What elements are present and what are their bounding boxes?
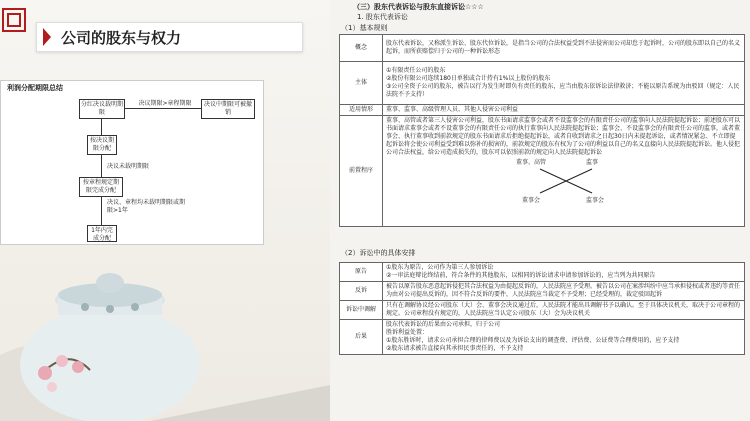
table-row: [340, 263, 745, 282]
row-value: 被告以原告股东恶意起诉侵犯其合法权益为由提起反诉的，人民法院应予受理。被告以公司在案涉纠纷中应当承担侵权或者违约等责任为由对公司提出反诉的，因不符合反诉的要件，人民法院应当裁定不予受理；已经受理的，裁定驳回起诉: [383, 282, 745, 301]
document-page: [335, 0, 750, 421]
row-key: 后果: [340, 320, 383, 355]
profit-distribution-flowchart: [0, 80, 264, 245]
table-row: [340, 105, 745, 116]
table-row: [340, 320, 745, 355]
flow-line: [101, 155, 102, 177]
row-key: 诉讼中调解: [340, 301, 383, 320]
slide-title-bar: [36, 22, 303, 52]
subsection-heading-2: （2）诉讼中的具体安排: [341, 249, 416, 257]
row-value: 股东代表诉讼的后果由公司承担，归于公司 胜诉利益处置： ①股东胜诉时，请求公司承担合理的律师费以及为诉讼支出的调查费、评估费、公证费等合理费用的，应予支持 ②股东请求被告直接向其承担民事责任的，不予支持: [383, 320, 745, 355]
flow-line: [101, 197, 102, 225]
flow-note-1: 决议未载明期限: [107, 163, 150, 170]
basic-rules-table: [339, 34, 745, 227]
row-key: 前置程序: [340, 116, 383, 227]
flow-box-5: 按章程规定期限完成分配: [79, 177, 123, 197]
row-value: 只有在调解协议经公司股东（大）会、董事会决议通过后，人民法院才能出具调解书予以确认。至于具体决议机关，取决于公司章程的规定。公司章程没有规定的，人民法院应当认定公司股东（大）会为决议机关: [383, 301, 745, 320]
flow-line: [125, 108, 201, 109]
row-value: ①有限责任公司的股东 ②股份有限公司连续180日单独或合计持有1%以上股份的股东 ③公司全资子公司的股东，被告以行为发生时即负有责任的股东，应当由股东依诉讼法律救济；不能以原告系统为由驳回（规定：人民法院不予支持）: [383, 62, 745, 105]
flow-box-1: 分红决议载明期限: [79, 99, 125, 119]
row-key: 适用情形: [340, 105, 383, 116]
row-value: 股东代表诉讼，又称派生诉讼、股东代位诉讼，是指当公司的合法权益受到不法侵害而公司却怠于起诉时，公司的股东即以自己的名义起诉，而所获赔偿归于公司的一种诉讼形态: [383, 35, 745, 62]
flow-box-6: 1年内完成分配: [87, 225, 117, 242]
diagram-label-d: 监事会: [586, 197, 605, 204]
flow-line: [101, 119, 102, 135]
flow-box-2: 决议期限>章程期限: [135, 99, 195, 111]
row-key: 主体: [340, 62, 383, 105]
row-value: ①股东为原告，公司作为第三人参加诉讼 ②一审法庭辩论终结前，符合条件的其他股东，以相同的诉讼请求申请参加诉讼的，应当列为共同原告: [383, 263, 745, 282]
slide-title: 公司的股东与权力: [61, 29, 182, 47]
diagram-label-a: 董事、高管: [516, 159, 547, 166]
row-value: [383, 116, 745, 227]
row-key: 概念: [340, 35, 383, 62]
procedure-diagram: [386, 157, 741, 207]
subsection-heading: 1. 股东代表诉讼: [357, 13, 408, 21]
table-row: [340, 301, 745, 320]
row-value: 董事、监事、高级管理人员、其他人侵害公司利益: [383, 105, 745, 116]
table-row: [340, 282, 745, 301]
diagram-label-c: 董事会: [522, 197, 541, 204]
flow-box-3: 决议中期限可被撤销: [201, 99, 255, 119]
pre-procedure-text: 董事、高管或者第三人侵害公司利益，股东书面请求监事会或者不设监事会的有限责任公司的监事向人民法院提起诉讼；前述股东可以书面请求董事会或者不设董事会的有限责任公司的执行董事向人民法院提起诉讼；监事会、不设监事会的有限责任公司的监事，或者董事会、执行董事收到前款规定的股东书面请求后拒绝提起诉讼，或者自收到请求之日起30日内未提起诉讼，或者情况紧急、不立即提起诉讼将会使公司利益受到难以弥补的损害的，前款规定的股东有权为了公司的利益以自己的名义直接向人民法院提起诉讼。他人侵犯公司合法权益，给公司造成损失的，股东可以依照前款的规定向人民法院提起诉讼: [386, 117, 741, 156]
brand-logo: [2, 8, 26, 32]
flowchart-title: 利润分配期限总结: [7, 84, 63, 92]
diagram-cross: [536, 167, 596, 195]
flow-note-2: 决议、章程均未载明期限或期限>1年: [107, 199, 186, 214]
porcelain-vase-illustration: [0, 245, 330, 421]
table-row: [340, 116, 745, 227]
litigation-arrangement-table: [339, 262, 745, 355]
title-accent-icon: [43, 28, 51, 46]
flow-box-4: 按决议期限分配: [87, 135, 117, 155]
diagram-label-b: 监事: [586, 159, 599, 166]
row-key: 反诉: [340, 282, 383, 301]
table-row: [340, 35, 745, 62]
section-heading: （三）股东代表诉讼与股东直接诉讼☆☆☆: [353, 3, 484, 11]
row-key: 原告: [340, 263, 383, 282]
table-row: [340, 62, 745, 105]
subsubsection-heading: （1）基本规则: [341, 24, 388, 32]
